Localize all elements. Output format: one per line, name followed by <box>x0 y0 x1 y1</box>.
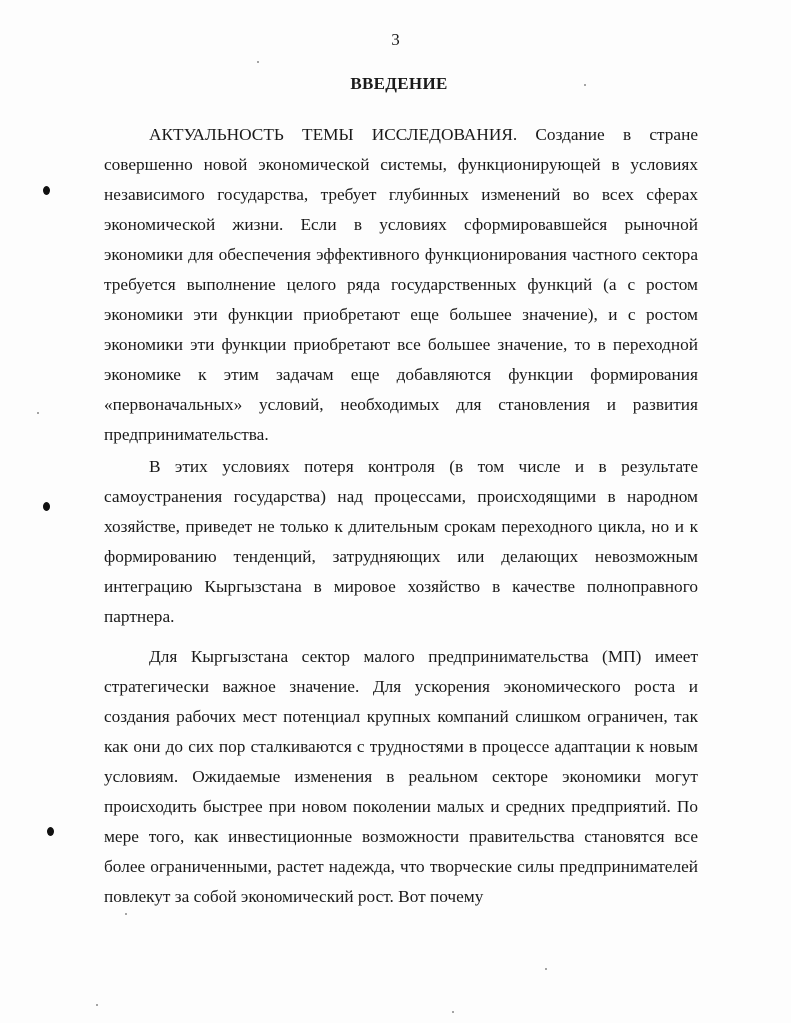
paragraph-small-business: Для Кыргызстана сектор малого предпринимательства (МП) имеет стратегически важное значение. Для ускорения экономического роста и создания рабочих мест потенциал крупных компаний слишком ограничен, так как они до сих пор сталкиваются с трудностями в процессе адаптации к новым условиям. Ожидаемые изменения в реальном секторе экономики могут происходить быстрее при новом поколении малых и средних предприятий. По мере того, как инвестиционные возможности правительства становятся все более ограниченными, растет надежда, что творческие силы предпринимателей повлекут за собой экономический рост. Вот почему <box>104 647 698 906</box>
scan-speck <box>257 61 259 63</box>
scan-speck <box>584 84 586 86</box>
scan-speck <box>96 1004 98 1006</box>
punch-mark <box>43 502 50 511</box>
punch-mark <box>47 827 54 836</box>
paragraph-control-loss: В этих условиях потеря контроля (в том числе и в результате самоустранения государства) над процессами, происходящими в народном хозяйстве, приведет не только к длительным срокам переходного цикла, но и к формированию тенденций, затрудняющих или делающих невозможным интеграцию Кыргызстана в мировое хозяйство в качестве полноправного партнера. <box>104 457 698 626</box>
page-title: ВВЕДЕНИЕ <box>350 74 448 93</box>
scan-speck <box>37 412 39 414</box>
document-body <box>104 120 698 912</box>
scan-speck <box>452 1011 454 1013</box>
scan-speck <box>545 968 547 970</box>
scan-speck <box>125 913 127 915</box>
punch-mark <box>43 186 50 195</box>
page-number: 3 <box>391 30 400 49</box>
paragraph-relevance: АКТУАЛЬНОСТЬ ТЕМЫ ИССЛЕДОВАНИЯ. Создание в стране совершенно новой экономической системы, функционирующей в условиях независимого государства, требует глубинных изменений во всех сферах экономической жизни. Если в условиях сформировавшейся рыночной экономики для обеспечения эффективного функционирования частного сектора требуется выполнение целого ряда государственных функций (а с ростом экономики эти функции приобретают еще большее значение), и с ростом экономики эти функции приобретают все большее значение, то в переходной экономике к этим задачам еще добавляются функции формирования «первоначальных» условий, необходимых для становления и развития предпринимательства. <box>104 125 698 444</box>
